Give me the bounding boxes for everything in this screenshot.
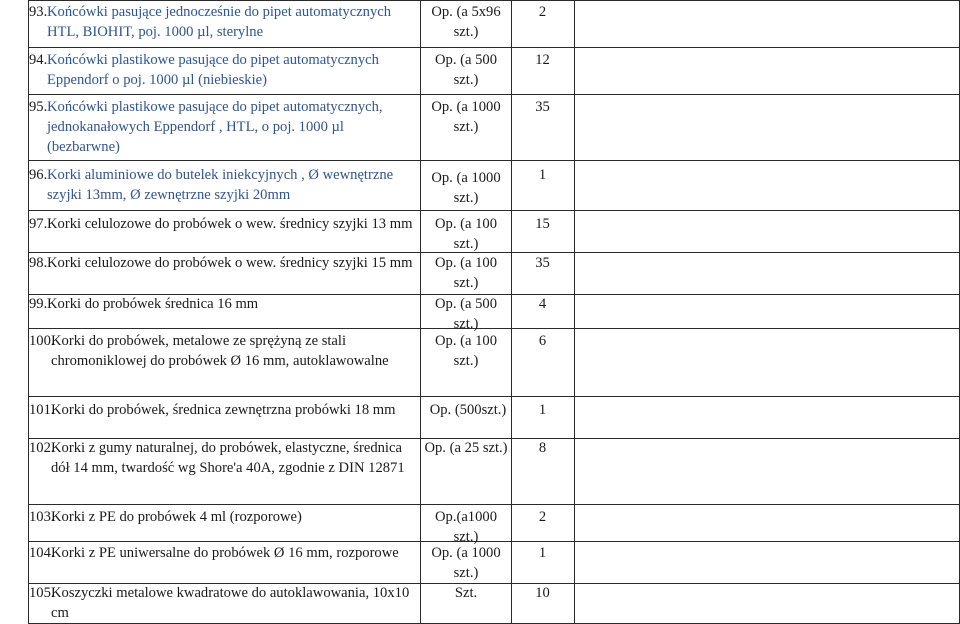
item-description: Korki z PE uniwersalne do probówek Ø 16 mm, rozporowe [51,545,399,561]
item-description: Korki do probówek średnica 16 mm [47,296,259,312]
item-quantity: 2 [538,4,547,20]
row-number: 104. [29,545,55,561]
item-unit: Op. (a 1000 szt.) [431,545,501,581]
row-number: 105. [29,585,55,601]
item-quantity: 8 [538,440,547,456]
item-quantity: 12 [535,52,550,68]
row-number: 98. [29,255,48,271]
row-number: 93. [29,4,48,20]
row-rule [28,396,960,397]
item-unit: Op. (a 500 szt.) [434,52,497,88]
item-description: Korki do probówek, średnica zewnętrzna probówki 18 mm [51,402,396,418]
item-unit: Op. (a 100 szt.) [434,255,497,291]
column-rule [420,0,421,624]
item-quantity: 1 [538,402,547,418]
item-quantity: 4 [538,296,547,312]
row-rule [28,0,960,1]
item-unit: Op. (a 5x96 szt.) [431,4,501,40]
row-number: 97. [29,216,48,232]
item-description: Końcówki plastikowe pasujące do pipet automatycznych, jednokanałowych Eppendorf , HTL, o poj. 1000 µl (bezbarwne) [47,99,383,155]
row-rule [28,504,960,505]
row-rule [28,160,960,161]
item-quantity: 1 [538,545,547,561]
item-description: Koszyczki metalowe kwadratowe do autoklawowania, 10x10 cm [51,585,410,621]
row-number: 103. [29,509,55,525]
item-quantity: 2 [538,509,547,525]
item-description: Korki celulozowe do probówek o wew. średnicy szyjki 13 mm [47,216,413,232]
row-number: 102. [29,440,55,456]
row-number: 95. [29,99,48,115]
item-quantity: 1 [538,167,547,183]
row-number: 96. [29,167,48,183]
row-rule [28,210,960,211]
column-rule [511,0,512,624]
item-unit: Op. (a 500 szt.) [434,296,497,332]
item-unit: Op.(a1000 szt.) [434,509,497,545]
item-quantity: 35 [535,255,550,271]
item-quantity: 6 [538,333,547,349]
item-unit: Op. (500szt.) [429,402,507,418]
item-quantity: 15 [535,216,550,232]
item-unit: Op. (a 100 szt.) [434,216,497,252]
item-description: Korki z PE do probówek 4 ml (rozporowe) [51,509,302,525]
item-unit: Op. (a 1000 szt.) [431,170,501,206]
item-description: Korki celulozowe do probówek o wew. średnicy szyjki 15 mm [47,255,413,271]
item-description: Korki z gumy naturalnej, do probówek, elastyczne, średnica dół 14 mm, twardość wg Shore'a 40A, zgodnie z DIN 12871 [51,440,405,476]
item-unit: Szt. [454,585,478,601]
column-rule [574,0,575,624]
item-description: Korki do probówek, metalowe ze sprężyną ze stali chromoniklowej do probówek Ø 16 mm, autoklawowalne [51,333,389,369]
item-unit: Op. (a 25 szt.) [424,440,508,456]
item-quantity: 35 [535,99,550,115]
item-quantity: 10 [535,585,550,601]
item-description: Korki aluminiowe do butelek iniekcyjnych , Ø wewnętrzne szyjki 13mm, Ø zewnętrzne szyjki 20mm [47,167,394,203]
row-number: 99. [29,296,48,312]
row-rule [28,47,960,48]
item-unit: Op. (a 100 szt.) [434,333,497,369]
row-number: 101. [29,402,55,418]
row-rule [28,94,960,95]
row-number: 94. [29,52,48,68]
row-number: 100. [29,333,55,349]
item-unit: Op. (a 1000 szt.) [431,99,501,135]
item-description: Końcówki pasujące jednocześnie do pipet automatycznych HTL, BIOHIT, poj. 1000 µl, sterylne [47,4,392,40]
item-description: Końcówki plastikowe pasujące do pipet automatycznych Eppendorf o poj. 1000 µl (niebieskie) [47,52,379,88]
